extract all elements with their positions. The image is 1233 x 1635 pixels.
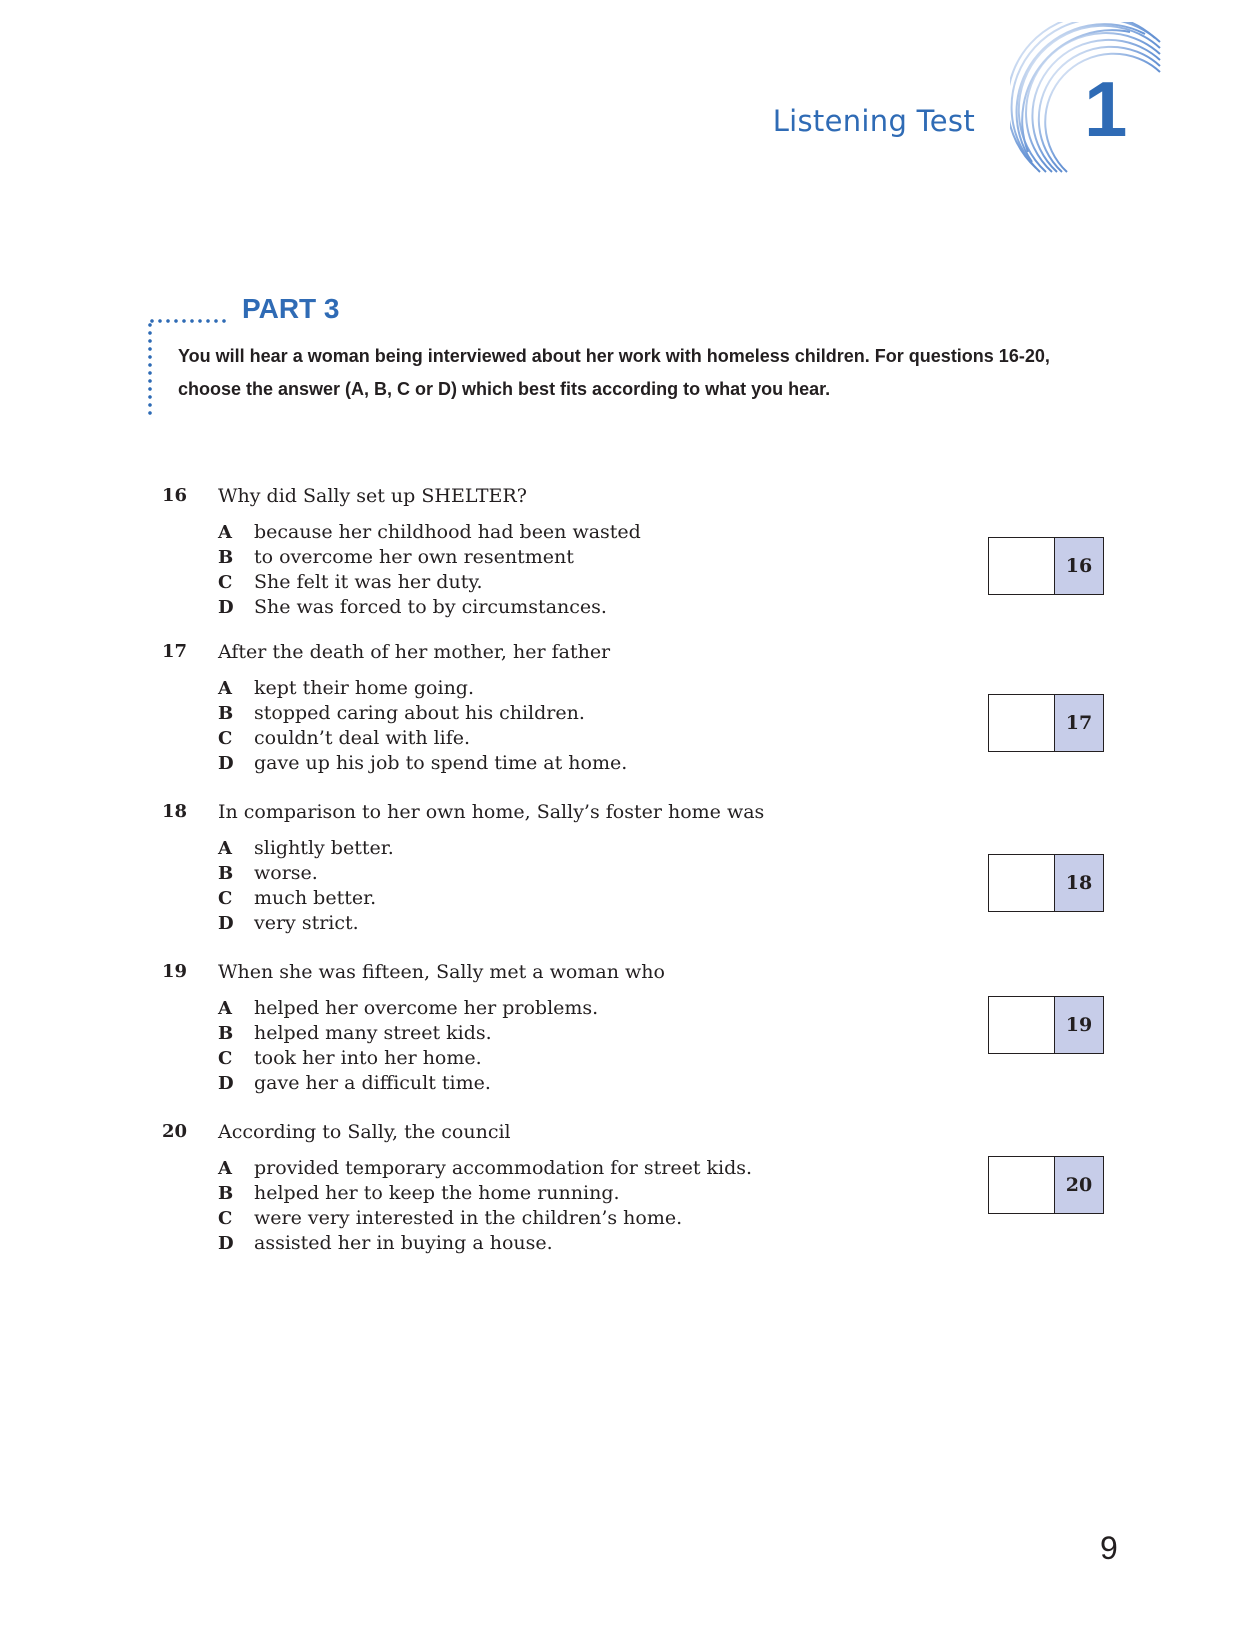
question-text: According to Sally, the council [218, 1121, 511, 1143]
question-text: Why did Sally set up SHELTER? [218, 485, 527, 507]
question-number: 20 [162, 1121, 188, 1142]
option-text: were very interested in the children’s home. [254, 1207, 683, 1229]
option-text: helped her overcome her problems. [254, 997, 599, 1019]
option-d [218, 751, 627, 776]
answer-field[interactable] [989, 1157, 1055, 1213]
option-text: much better. [254, 887, 377, 909]
option-text: slightly better. [254, 837, 394, 859]
question-text: In comparison to her own home, Sally’s foster home was [218, 801, 765, 823]
option-list [218, 996, 598, 1096]
option-text: provided temporary accommodation for street kids. [254, 1157, 753, 1179]
question-text: After the death of her mother, her father [218, 641, 611, 663]
option-a [218, 1156, 752, 1181]
option-letter: B [218, 1183, 234, 1204]
option-text: because her childhood had been wasted [254, 521, 641, 543]
option-letter: D [218, 597, 234, 618]
option-b [218, 861, 394, 886]
answer-box-19 [988, 996, 1104, 1054]
option-letter: B [218, 703, 234, 724]
option-letter: D [218, 1233, 234, 1254]
option-list [218, 520, 641, 620]
option-text: helped her to keep the home running. [254, 1182, 620, 1204]
option-a [218, 996, 598, 1021]
dotted-rule-horizontal [148, 319, 228, 323]
question-number: 18 [162, 801, 188, 822]
answer-box-label: 20 [1055, 1157, 1103, 1213]
option-list [218, 836, 394, 936]
instructions-line-2: choose the answer (A, B, C or D) which best fits according to what you hear. [178, 379, 831, 399]
page-number: 9 [1100, 1530, 1118, 1566]
option-text: gave her a difficult time. [254, 1072, 491, 1094]
option-text: kept their home going. [254, 677, 475, 699]
option-text: worse. [254, 862, 318, 884]
header-title: Listening Test [772, 104, 975, 138]
answer-field[interactable] [989, 997, 1055, 1053]
option-a [218, 676, 627, 701]
option-text: gave up his job to spend time at home. [254, 752, 628, 774]
answer-box-label: 17 [1055, 695, 1103, 751]
option-letter: C [218, 572, 233, 593]
option-letter: A [218, 522, 232, 543]
option-b [218, 1181, 752, 1206]
option-list [218, 676, 627, 776]
question-text: When she was fifteen, Sally met a woman who [218, 961, 665, 983]
option-letter: B [218, 1023, 234, 1044]
question-number: 17 [162, 641, 188, 662]
option-a [218, 836, 394, 861]
option-letter: C [218, 728, 233, 749]
answer-box-label: 19 [1055, 997, 1103, 1053]
option-d [218, 1071, 598, 1096]
option-text: to overcome her own resentment [254, 546, 574, 568]
option-text: She felt it was her duty. [254, 571, 483, 593]
option-letter: C [218, 1208, 233, 1229]
question-number: 16 [162, 485, 188, 506]
option-c [218, 886, 394, 911]
instructions [178, 340, 1118, 406]
option-letter: A [218, 678, 232, 699]
answer-box-20 [988, 1156, 1104, 1214]
answer-box-16 [988, 537, 1104, 595]
option-letter: C [218, 1048, 233, 1069]
option-text: helped many street kids. [254, 1022, 492, 1044]
answer-box-17 [988, 694, 1104, 752]
option-text: assisted her in buying a house. [254, 1232, 553, 1254]
answer-field[interactable] [989, 695, 1055, 751]
option-letter: D [218, 1073, 234, 1094]
test-number: 1 [1084, 65, 1128, 153]
option-letter: D [218, 753, 234, 774]
option-d [218, 911, 394, 936]
option-letter: A [218, 998, 232, 1019]
option-a [218, 520, 641, 545]
part-title: PART 3 [242, 293, 340, 324]
instructions-line-1: You will hear a woman being interviewed about her work with homeless children. For questions 16-20, [178, 346, 1050, 366]
answer-box-label: 16 [1055, 538, 1103, 594]
answer-field[interactable] [989, 538, 1055, 594]
answer-box-label: 18 [1055, 855, 1103, 911]
option-b [218, 545, 641, 570]
option-list [218, 1156, 752, 1256]
option-c [218, 1046, 598, 1071]
option-b [218, 1021, 598, 1046]
answer-box-18 [988, 854, 1104, 912]
dotted-rule-vertical [148, 321, 152, 417]
option-text: stopped caring about his children. [254, 702, 585, 724]
option-c [218, 570, 641, 595]
answer-field[interactable] [989, 855, 1055, 911]
option-text: She was forced to by circumstances. [254, 596, 607, 618]
question-number: 19 [162, 961, 188, 982]
option-text: took her into her home. [254, 1047, 482, 1069]
option-letter: D [218, 913, 234, 934]
option-letter: B [218, 547, 234, 568]
option-letter: A [218, 1158, 232, 1179]
option-d [218, 1231, 752, 1256]
option-letter: A [218, 838, 232, 859]
option-text: couldn’t deal with life. [254, 727, 471, 749]
option-b [218, 701, 627, 726]
option-c [218, 726, 627, 751]
option-c [218, 1206, 752, 1231]
option-d [218, 595, 641, 620]
option-text: very strict. [254, 912, 359, 934]
option-letter: C [218, 888, 233, 909]
option-letter: B [218, 863, 234, 884]
